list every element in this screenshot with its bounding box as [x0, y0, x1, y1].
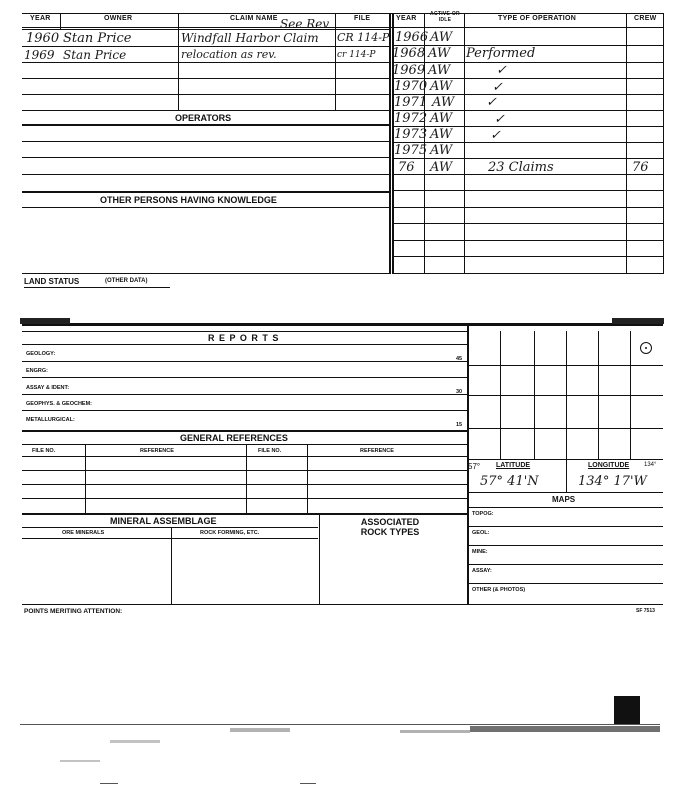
op-row-3-type: ✓ — [496, 63, 507, 78]
owner-row-1-year: 1960 — [26, 31, 60, 46]
report-geophys-label: GEOPHYS. & GEOCHEM: — [26, 401, 93, 407]
owner-row-2-year: 1969 — [24, 48, 55, 62]
header-year: YEAR — [30, 15, 51, 22]
ref-file-no-header-2: FILE NO. — [258, 448, 282, 454]
lat-prefix: 57° — [468, 462, 481, 471]
report-metallurgical-label: METALLURGICAL: — [26, 417, 75, 423]
maps-other: OTHER (& PHOTOS) — [472, 587, 526, 593]
op-row-9-year: 76 — [398, 160, 415, 175]
op-row-3-status: AW — [428, 63, 451, 78]
op-row-6-type: ✓ — [494, 112, 505, 127]
op-row-2-year: 1968 — [392, 46, 426, 61]
header-year-ops: YEAR — [396, 15, 417, 22]
op-row-8-status: AW — [430, 143, 453, 158]
form-number: SF 7513 — [636, 608, 655, 614]
owner-row-1-claim: Windfall Harbor Claim — [181, 31, 319, 45]
header-active-idle: ACTIVE OR IDLE — [430, 11, 460, 23]
header-type-of-operation: TYPE OF OPERATION — [498, 15, 577, 22]
claim-annotation: See Rev — [280, 17, 330, 31]
report-engrg-label: ENGRG: — [26, 368, 48, 374]
op-row-6-status: AW — [430, 111, 453, 126]
op-row-9-type: 23 Claims — [488, 160, 554, 175]
op-row-9-status: AW — [430, 160, 453, 175]
longitude-label: LONGITUDE — [588, 462, 630, 469]
lon-suffix: 134° — [644, 462, 657, 468]
maps-topog: TOPOG: — [472, 511, 494, 517]
operators-label: OPERATORS — [175, 113, 232, 123]
reports-label: R E P O R T S — [208, 333, 280, 343]
op-row-4-year: 1970 — [394, 79, 428, 94]
report-metallurgical-num: 15 — [456, 422, 463, 428]
ore-minerals-label: ORE MINERALS — [62, 530, 105, 536]
op-row-1-status: AW — [430, 30, 453, 45]
land-status-sub: (OTHER DATA) — [105, 278, 148, 284]
op-row-5-type: ✓ — [486, 95, 497, 110]
header-owner: OWNER — [104, 15, 133, 22]
maps-mine: MINE: — [472, 549, 488, 555]
header-claim-name: CLAIM NAME — [230, 15, 278, 22]
op-row-2-status: AW — [428, 46, 451, 61]
latitude-label: LATITUDE — [496, 462, 531, 469]
report-geology-num: 45 — [456, 356, 463, 362]
op-row-3-year: 1969 — [392, 63, 426, 78]
owner-row-2-owner: Stan Price — [63, 48, 127, 62]
report-geology-label: GEOLOGY: — [26, 351, 56, 357]
general-references-label: GENERAL REFERENCES — [180, 433, 288, 443]
op-row-5-year: 1971 — [394, 95, 428, 110]
ref-file-no-header-1: FILE NO. — [32, 448, 56, 454]
op-row-4-status: AW — [430, 79, 453, 94]
ref-reference-header-1: REFERENCE — [140, 448, 174, 454]
header-file: FILE — [354, 15, 371, 22]
mineral-assemblage-label: MINERAL ASSEMBLAGE — [110, 516, 217, 526]
op-row-5-status: AW — [432, 95, 455, 110]
op-row-7-status: AW — [430, 127, 453, 142]
report-assay-num: 30 — [456, 389, 463, 395]
op-row-9-crew: 76 — [632, 160, 649, 175]
op-row-7-year: 1973 — [394, 127, 428, 142]
op-row-6-year: 1972 — [394, 111, 428, 126]
longitude-value: 134° 17'W — [578, 474, 647, 489]
op-row-7-type: ✓ — [490, 128, 501, 143]
header-crew: CREW — [634, 15, 657, 22]
owner-row-1-file: CR 114-P — [337, 31, 390, 44]
op-row-2-type: Performed — [466, 46, 536, 61]
owner-row-2-file: cr 114-P — [337, 50, 376, 60]
latitude-value: 57° 41'N — [480, 474, 539, 489]
ref-reference-header-2: REFERENCE — [360, 448, 394, 454]
owner-row-1-owner: Stan Price — [63, 31, 132, 46]
associated-rock-types-label: ASSOCIATED ROCK TYPES — [360, 517, 420, 537]
op-row-4-type: ✓ — [492, 80, 503, 95]
other-persons-label: OTHER PERSONS HAVING KNOWLEDGE — [100, 195, 277, 205]
land-status-label: LAND STATUS — [24, 277, 80, 286]
owner-row-2-claim: relocation as rev. — [181, 48, 277, 61]
report-assay-label: ASSAY & IDENT: — [26, 385, 70, 391]
maps-geol: GEOL: — [472, 530, 490, 536]
rock-forming-label: ROCK FORMING, ETC. — [200, 530, 260, 536]
op-row-1-year: 1966 — [395, 30, 429, 45]
points-meriting-label: POINTS MERITING ATTENTION: — [24, 608, 123, 615]
maps-assay: ASSAY: — [472, 568, 492, 574]
maps-label: MAPS — [552, 495, 576, 504]
op-row-8-year: 1975 — [394, 143, 428, 158]
